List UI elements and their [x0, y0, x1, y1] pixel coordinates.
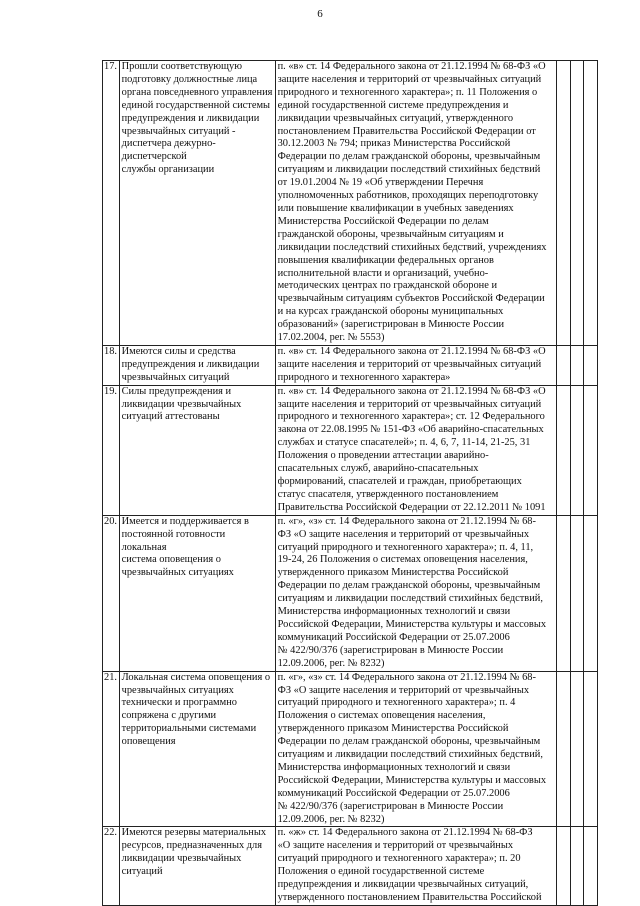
table-row [103, 827, 598, 905]
row-number: 18. [103, 345, 120, 385]
answer-cell-yes [557, 827, 571, 905]
legal-reference: п. «г», «з» ст. 14 Федерального закона от 21.12.1994 № 68- ФЗ «О защите населения и территорий от чрезвычайных ситуаций природного и техногенного характера»; п. 4, 11, 19-24, 26 Положения о системах оповещения населения, утвержденного приказом Министерства Российской Федерации по делам гражданской обороны, чрезвычайным ситуациям и ликвидации последствий стихийных бедствий, Министерства информационных технологий и связи Российской Федерации, Министерства культуры и массовых коммуникаций Российской Федерации от 25.07.2006 № 422/90/376 (зарегистрирован в Минюсте России 12.09.2006, рег. № 8232) [275, 515, 557, 671]
answer-cell-yes [557, 515, 571, 671]
requirement-text: Локальная система оповещения о чрезвычайных ситуациях технически и программно сопряжена с другими территориальными системами оповещения [119, 671, 275, 827]
answer-cell-yes [557, 345, 571, 385]
answer-cell-na [584, 61, 598, 346]
table-row [103, 345, 598, 385]
answer-cell-no [570, 827, 584, 905]
requirement-text: Прошли соответствующую подготовку должностные лица органа повседневного управления единой государственной системы предупреждения и ликвидации чрезвычайных ситуаций - диспетчера дежурно-диспетчерской службы организации [119, 61, 275, 346]
answer-cell-na [584, 827, 598, 905]
legal-reference: п. «в» ст. 14 Федерального закона от 21.12.1994 № 68-ФЗ «О защите населения и территорий от чрезвычайных ситуаций природного и техногенного характера» [275, 345, 557, 385]
answer-cell-na [584, 515, 598, 671]
answer-cell-no [570, 671, 584, 827]
requirement-text: Имеются резервы материальных ресурсов, предназначенных для ликвидации чрезвычайных ситуаций [119, 827, 275, 905]
answer-cell-na [584, 671, 598, 827]
answer-cell-yes [557, 671, 571, 827]
requirement-text: Силы предупреждения и ликвидации чрезвычайных ситуаций аттестованы [119, 385, 275, 515]
legal-reference: п. «ж» ст. 14 Федерального закона от 21.12.1994 № 68-ФЗ «О защите населения и территорий от чрезвычайных ситуаций природного и техногенного характера»; п. 20 Положения о единой государственной системе предупреждения и ликвидации чрезвычайных ситуаций, утвержденного постановлением Правительства Российской [275, 827, 557, 905]
row-number: 17. [103, 61, 120, 346]
answer-cell-yes [557, 61, 571, 346]
checklist-table [102, 60, 598, 906]
answer-cell-na [584, 345, 598, 385]
answer-cell-no [570, 61, 584, 346]
legal-reference: п. «в» ст. 14 Федерального закона от 21.12.1994 № 68-ФЗ «О защите населения и территорий от чрезвычайных ситуаций природного и техногенного характера»; ст. 12 Федерального закона от 22.08.1995 № 151-ФЗ «Об аварийно-спасательных службах и статусе спасателей»; п. 4, 6, 7, 11-14, 21-25, 31 Положения о проведении аттестации аварийно- спасательных служб, аварийно-спасательных формирований, спасателей и граждан, приобретающих статус спасателя, утвержденного постановлением Правительства Российской Федерации от 22.12.2011 № 1091 [275, 385, 557, 515]
page-number: 6 [317, 8, 323, 20]
table-row [103, 385, 598, 515]
table-row [103, 671, 598, 827]
answer-cell-no [570, 385, 584, 515]
answer-cell-no [570, 515, 584, 671]
requirement-text: Имеются силы и средства предупреждения и ликвидации чрезвычайных ситуаций [119, 345, 275, 385]
row-number: 20. [103, 515, 120, 671]
legal-reference: п. «в» ст. 14 Федерального закона от 21.12.1994 № 68-ФЗ «О защите населения и территорий от чрезвычайных ситуаций природного и техногенного характера»; п. 11 Положения о единой государственной системе предупреждения и ликвидации чрезвычайных ситуаций, утвержденного постановлением Правительства Российской Федерации от 30.12.2003 № 794; приказ Министерства Российской Федерации по делам гражданской обороны, чрезвычайным ситуациям и ликвидации последствий стихийных бедствий от 19.01.2004 № 19 «Об утверждении Перечня уполномоченных работников, проходящих переподготовку или повышение квалификации в учебных заведениях Министерства Российской Федерации по делам гражданской обороны, чрезвычайным ситуациям и ликвидации последствий стихийных бедствий, учреждениях повышения квалификации федеральных органов исполнительной власти и организаций, учебно- методических центрах по гражданской обороне и чрезвычайным ситуациям субъектов Российской Федерации и на курсах гражданской обороны муниципальных образований» (зарегистрирован в Минюсте России 17.02.2004, рег. № 5553) [275, 61, 557, 346]
row-number: 22. [103, 827, 120, 905]
legal-reference: п. «г», «з» ст. 14 Федерального закона от 21.12.1994 № 68- ФЗ «О защите населения и территорий от чрезвычайных ситуаций природного и техногенного характера»; п. 4 Положения о системах оповещения населения, утвержденного приказом Министерства Российской Федерации по делам гражданской обороны, чрезвычайным ситуациям и ликвидации последствий стихийных бедствий, Министерства информационных технологий и связи Российской Федерации, Министерства культуры и массовых коммуникаций Российской Федерации от 25.07.2006 № 422/90/376 (зарегистрирован в Минюсте России 12.09.2006, рег. № 8232) [275, 671, 557, 827]
row-number: 21. [103, 671, 120, 827]
answer-cell-no [570, 345, 584, 385]
answer-cell-na [584, 385, 598, 515]
answer-cell-yes [557, 385, 571, 515]
table-row [103, 61, 598, 346]
table-row [103, 515, 598, 671]
row-number: 19. [103, 385, 120, 515]
requirement-text: Имеется и поддерживается в постоянной готовности локальная система оповещения о чрезвычайных ситуациях [119, 515, 275, 671]
